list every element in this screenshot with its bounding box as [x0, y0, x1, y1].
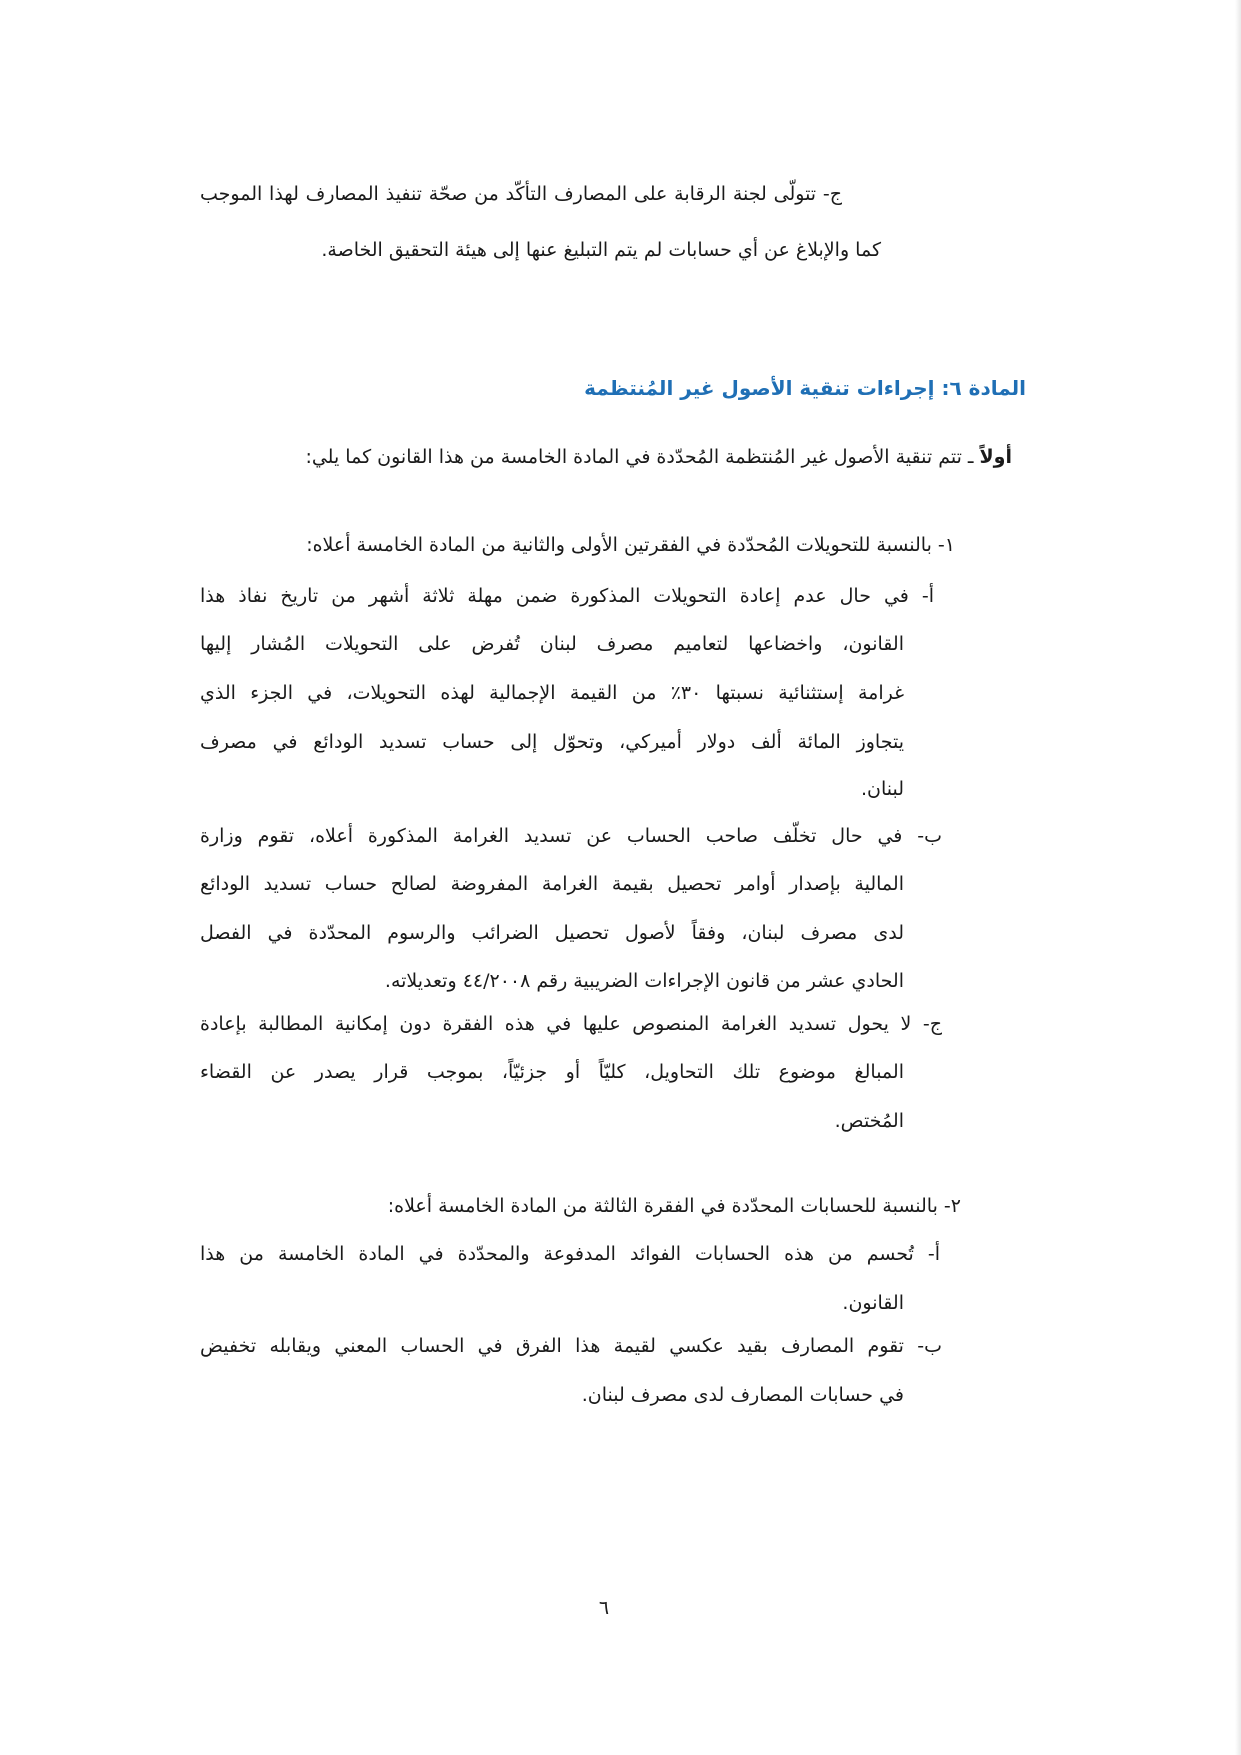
section-2-b-line-1: ب- تقوم المصارف بقيد عكسي لقيمة هذا الفرق في الحساب المعني ويقابله تخفيض [200, 1335, 942, 1357]
article-heading: المادة ٦: إجراءات تنقية الأصول غير المُنتظمة [584, 376, 1026, 400]
section-1-a-line-3: غرامة إستثنائية نسبتها ٣٠٪ من القيمة الإجمالية لهذه التحويلات، في الجزء الذي [200, 682, 905, 704]
section-1-a-line-4: يتجاوز المائة ألف دولار أميركي، وتحوّل إلى حساب تسديد الودائع في مصرف [200, 731, 904, 753]
section-1-b-line-1: ب- في حال تخلّف صاحب الحساب عن تسديد الغرامة المذكورة أعلاه، تقوم وزارة [200, 825, 942, 847]
section-1-a-line-2: القانون، واخضاعها لتعاميم مصرف لبنان تُفرض على التحويلات المُشار إليها [200, 633, 904, 655]
section-1-a-line-1: أ- في حال عدم إعادة التحويلات المذكورة ضمن مهلة ثلاثة أشهر من تاريخ نفاذ هذا [200, 585, 934, 607]
section-1-b-line-3: لدى مصرف لبنان، وفقاً لأصول تحصيل الضرائب والرسوم المحدّدة في الفصل [200, 922, 904, 944]
first-text: ـ تتم تنقية الأصول غير المُنتظمة المُحدّدة في المادة الخامسة من هذا القانون كما يلي: [305, 446, 980, 468]
section-2-b-line-2: في حسابات المصارف لدى مصرف لبنان. [581, 1384, 904, 1406]
section-1-c-line-2: المبالغ موضوع تلك التحاويل، كليّاً أو جزئيّاً، بموجب قرار يصدر عن القضاء [200, 1061, 904, 1083]
section-1-a-line-5: لبنان. [860, 778, 904, 800]
intro-line-1: ج- تتولّى لجنة الرقابة على المصارف التأكّد من صحّة تنفيذ المصارف لهذا الموجب [200, 183, 842, 205]
section-2-a-line-1: أ- تُحسم من هذه الحسابات الفوائد المدفوعة والمحدّدة في المادة الخامسة من هذا [200, 1243, 940, 1265]
section-1-b-line-4: الحادي عشر من قانون الإجراءات الضريبية رقم ٤٤/٢٠٠٨ وتعديلاته. [384, 970, 904, 992]
section-1-c-line-1: ج- لا يحول تسديد الغرامة المنصوص عليها في هذه الفقرة دون إمكانية المطالبة بإعادة [200, 1013, 942, 1035]
first-label: أولاً [979, 446, 1012, 468]
section-1-title: ١- بالنسبة للتحويلات المُحدّدة في الفقرتين الأولى والثانية من المادة الخامسة أعلاه: [306, 534, 955, 556]
page-edge [1235, 0, 1241, 1755]
intro-line-2: كما والإبلاغ عن أي حسابات لم يتم التبليغ عنها إلى هيئة التحقيق الخاصة. [321, 239, 881, 261]
section-2-a-line-2: القانون. [842, 1292, 904, 1314]
section-1-b-line-2: المالية بإصدار أوامر تحصيل بقيمة الغرامة المفروضة لصالح حساب تسديد الودائع [200, 873, 904, 895]
section-2-title: ٢- بالنسبة للحسابات المحدّدة في الفقرة الثالثة من المادة الخامسة أعلاه: [387, 1195, 961, 1217]
section-1-c-line-3: المُختص. [834, 1110, 904, 1132]
page-number: ٦ [598, 1597, 610, 1619]
article-first-paragraph [162, 447, 1012, 467]
